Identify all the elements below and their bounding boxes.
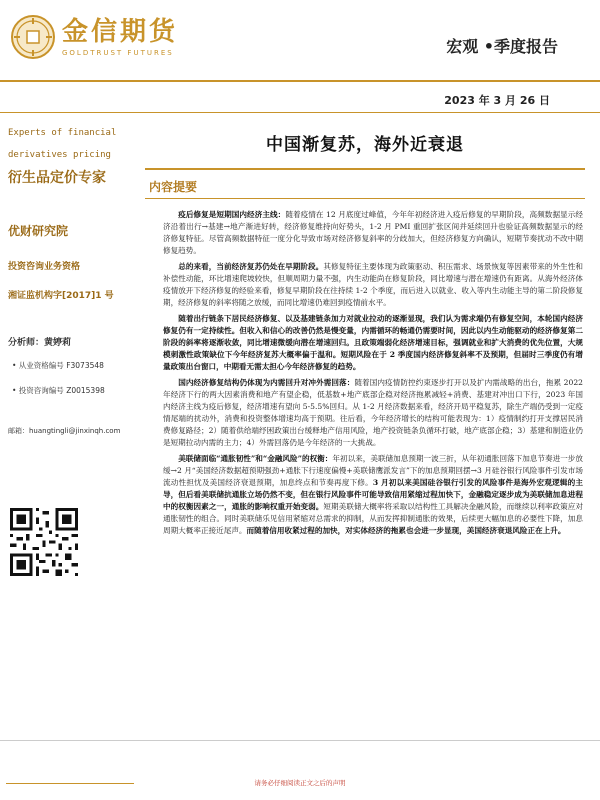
report-title: 中国渐复苏，海外近衰退	[266, 135, 464, 155]
sidebar-chinese-slogan: 衍生品定价专家	[8, 170, 106, 186]
paragraph-2	[163, 261, 583, 309]
paragraph-4-lead: 国内经济修复结构仍体现为内需回升对冲外需回落：	[178, 378, 355, 387]
sidebar-english-slogan-1: Experts of financial	[8, 128, 117, 138]
paragraph-5-text-2: 短期美联储大概率将采取以结构性工具解决金融风险，而继续以利率政策应对通胀韧性的组合。同时美联储乐见信用紧缩对总需求的抑制，从而发挥抑制通胀的效果，后续更大幅加息的必要性下降，加息周期大概率正接近尾声。	[163, 502, 584, 535]
paragraph-2-lead: 总的来看，当前经济复苏仍处在早期阶段。	[178, 262, 324, 271]
report-date: 2023 年 3 月 26 日	[444, 94, 550, 107]
sidebar-permit: 湘证监机构字[2017]1 号	[8, 291, 114, 301]
paragraph-5-bold: 3 月初以来美国硅谷银行引发的风险事件是海外宏观逻辑的主导，但后看美联储抗通胀立场仍然不变，但在银行风险事件可能导致信用紧缩过程加快下，金融稳定逐步成为美联储加息进程中的权衡因素之一，通胀的影响权重开始变弱。	[163, 478, 583, 511]
paragraph-5	[163, 453, 583, 537]
coin-logo-icon	[10, 14, 56, 60]
report-type-label: 宏观 •季度报告	[446, 37, 558, 56]
paragraph-2-text: 其修复特征主要体现为政策驱动、积压需求、场景恢复等因素带来的外生性和补偿性动能，环比增速爬坡较快，但顺周期力量不强，内生动能尚在修复阶段，同比增速与潜在增速仍有距离。从海外经济体疫情放开下经济修复的经验来看，修复早期阶段在往持续 1-2 个季度，而后进入以就业、收入等内生动能主导的第二阶段修复期，经济修复的斜率将随之放缓，而同比增速仍难回到疫情前水平。	[163, 262, 583, 307]
title-divider	[145, 168, 585, 170]
company-logo	[10, 14, 178, 60]
main-content	[145, 113, 585, 541]
paragraph-4-text: 随着国内疫情防控约束逐步打开以及扩内需战略的出台，拖累 2022 年经济下行的两大因素消费和地产有望企稳，低基数+地产底部企稳对经济拖累减轻+消费、基建对冲出口下行，2023 年国内经济主线为疫后修复，经济增速有望向 5-5.5%回归。从 1-2 月经济数据来看，经济开局平稳复苏，除生产端仍受到一定疫情尾端的扰动外，消费和投资整体增速均高于预期。往后看，今年经济增长的结构可能表现为：1）疫情制约打开支撑居民消费修复路径；2）随着供给端纾困政策出台缓释地产信用风险，地产投资链条负循环打破，地产底部企稳；3）基建和制造业仍是短期拉动内需的主力；4）外需回落仍是今年经济的一大挑战。	[163, 378, 583, 447]
paragraph-1-text: 随着疫情在 12 月底度过峰值，今年年初经济进入疫后修复的早期阶段，高频数据显示经济沿着出行→基建→地产渐进好转，经济修复维持向好势头，1-2 月 PMI 重回扩张区间并延续回升也验证高频数据显示的经济修复特征。尽管高频数据特征一度分化导致市场对经济修复斜率的分歧加大，但经济修复方向确认，短期节奏扰动不改中期修复趋势。	[163, 210, 583, 255]
paragraph-5-bold-2: 而随着信用收紧过程的加快，对实体经济的拖累也会进一步显现，美国经济衰退风险正在上升。	[246, 526, 566, 535]
paragraph-3: 随着出行链条下居民经济修复、以及基建链条加力对就业拉动的逐渐显现，我们认为需求端仍有修复空间，本轮国内经济修复仍有一定持续性。但收入和信心的改善仍然是慢变量，内需循环的畅通仍需要时间，因此以内生动能驱动的经济修复第二阶段的斜率将逐渐收敛，同比增速微缓向潜在增速回归。且政策端弱化经济增速目标，强调就业和扩大消费的优先位置，大规模刺激性政策缺位下今年经济复苏大概率偏于温和。短期风险在于 2 季度国内经济修复斜率不及预期，但届时三季度仍有增量政策出台窗口，中期看无需太担心今年经济修复的趋势。	[163, 314, 583, 371]
logo-english-name: GOLDTRUST FUTURES	[62, 49, 174, 57]
sidebar	[0, 113, 142, 800]
paragraph-5-text: 年初以来，美联储加息预期一波三折，从年初通胀回落下加息节奏进一步放缓→2 月“美国经济数据超预期强劲+通胀下行速度偏慢+美联储鹰派发言”下的加息预期回摆→3 月硅谷银行风险事件引发市场流动性担忧及美国经济衰退预期，加息终点和节奏再度下修。	[163, 454, 583, 487]
footer-disclaimer: 请务必仔细阅读正文之后的声明	[254, 779, 346, 787]
section-heading: 内容提要	[149, 180, 198, 194]
footer-divider	[0, 740, 600, 741]
logo-chinese-name: 金信期货	[62, 17, 179, 47]
sidebar-english-slogan-2: derivatives pricing	[8, 150, 111, 160]
paragraph-5-lead: 美联储面临“通胀韧性”和“金融风险”的权衡：	[178, 454, 333, 463]
paragraph-1-lead: 疫后修复是短期国内经济主线：	[178, 210, 286, 219]
paragraph-4	[163, 377, 583, 449]
analyst-cert-2: • 投资咨询编号 Z0015398	[12, 386, 105, 395]
analyst-email[interactable]: 邮箱：huangtingli@jinxinqh.com	[8, 427, 121, 435]
analyst-name: 分析师：黄婷莉	[8, 338, 72, 348]
header-divider	[0, 80, 600, 82]
qr-code-icon[interactable]	[10, 508, 78, 576]
report-header	[0, 0, 600, 107]
summary-body	[145, 199, 585, 537]
paragraph-1	[163, 209, 583, 257]
sidebar-qualification: 投资咨询业务资格	[8, 262, 81, 272]
sidebar-institute: 优财研究院	[8, 224, 69, 238]
analyst-cert-1: • 从业资格编号 F3073548	[12, 361, 104, 370]
